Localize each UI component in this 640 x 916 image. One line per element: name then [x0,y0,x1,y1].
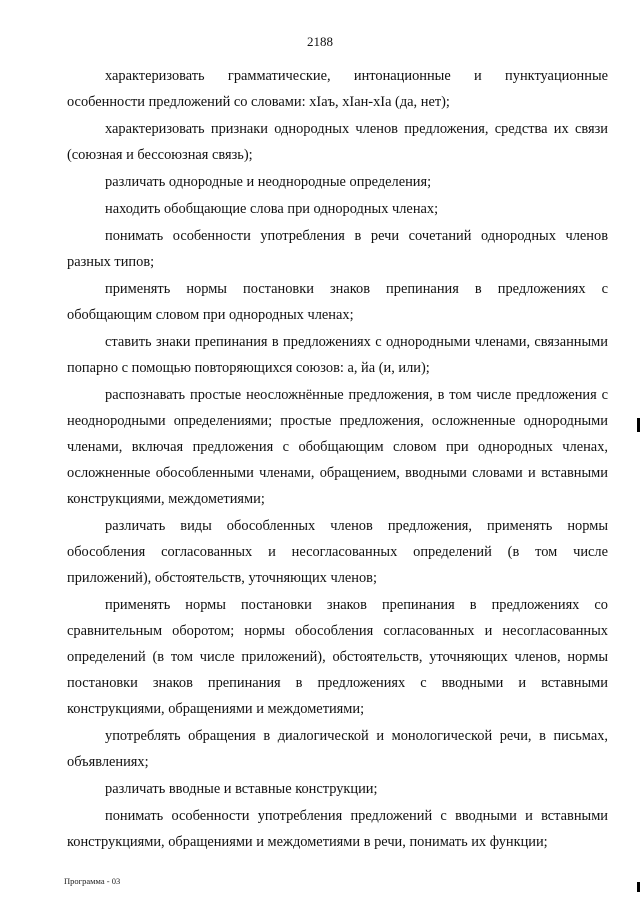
document-body [67,63,608,856]
paragraph: находить обобщающие слова при однородных членах; [105,201,439,217]
paragraph: характеризовать грамматические, интонационные и пунктуационные особенности предложений со словами: хIаъ, хIан-хIа (да, нет); [67,68,608,110]
paragraph: понимать особенности употребления предложений с вводными и вставными конструкциями, обращениями и междометиями в речи, понимать их функции; [67,808,608,850]
paragraph: применять нормы постановки знаков препинания в предложениях с обобщающим словом при однородных членах; [67,281,608,323]
paragraph: различать вводные и вставные конструкции; [105,781,378,797]
paragraph: ставить знаки препинания в предложениях с однородными членами, связанными попарно с помощью повторяющихся союзов: а, йа (и, или); [67,334,608,376]
paragraph: различать однородные и неоднородные определения; [105,174,432,190]
paragraph: употреблять обращения в диалогической и монологической речи, в письмах, объявлениях; [67,728,608,770]
page-number: 2188 [307,34,333,49]
paragraph: характеризовать признаки однородных членов предложения, средства их связи (союзная и бессоюзная связь); [67,121,608,163]
footer-label: Программа - 03 [64,876,121,886]
paragraph: распознавать простые неосложнённые предложения, в том числе предложения с неоднородными определениями; простые предложения, осложненные однородными членами, включая предложения с обобщающим словом при однородных членах, осложненные обособленными членами, обращением, вводными словами и вставными конструкциями, междометиями; [67,387,608,507]
paragraph: различать виды обособленных членов предложения, применять нормы обособления согласованных и несогласованных определений (в том числе приложений), обстоятельств, уточняющих членов; [67,518,608,586]
paragraph: применять нормы постановки знаков препинания в предложениях со сравнительным оборотом; нормы обособления согласованных и несогласованных определений (в том числе приложений), обстоятельств, уточняющих членов, нормы постановки знаков препинания в предложениях с вводными и вставными конструкциями, обращениями и междометиями; [67,597,608,717]
paragraph: понимать особенности употребления в речи сочетаний однородных членов разных типов; [67,228,608,270]
